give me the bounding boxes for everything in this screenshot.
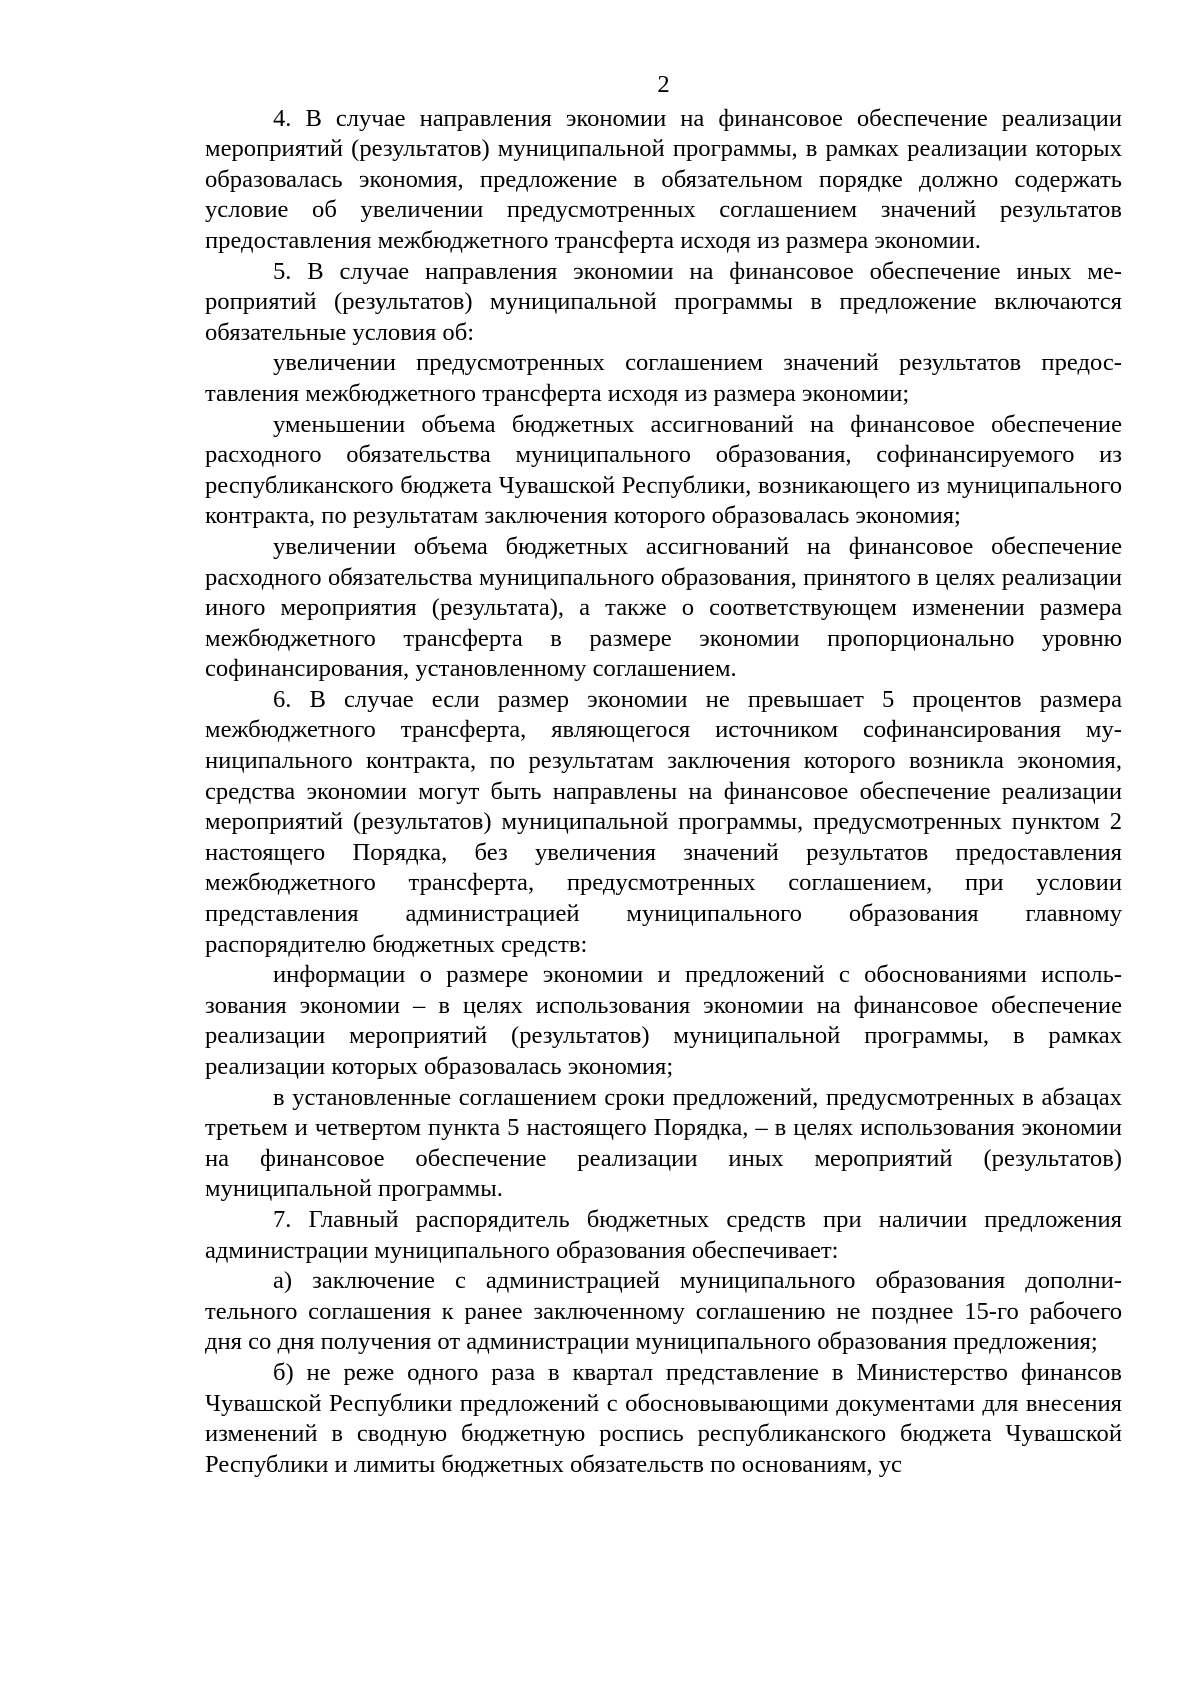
paragraph-5-condition-3: увеличении объема бюджетных ассигнований на финансовое обеспечение расходного обязательства муниципального образования, принятого в целях реализации иного мероприятия (результата), а также о соответствующем изменении размера межбюджетного трансферта в размере экономии пропорционально уровню софинансирования, установленному соглашением. (205, 532, 1122, 683)
paragraph-7: 7. Главный распорядитель бюджетных средств при наличии предложения администрации муниципального образования обеспечивает: (205, 1205, 1122, 1264)
document-page (205, 70, 1122, 1480)
paragraph-5-condition-1: увеличении предусмотренных соглашением значений результатов предоставления межбюджетного трансферта исходя из размера экономии; (205, 349, 1122, 407)
paragraph-7-item-a: а) заключение с администрацией муниципального образования дополнительного соглашения к ранее заключенному соглашению не позднее 15-го рабочего дня со дня получения от администрации муниципального образования предложения; (205, 1267, 1122, 1356)
paragraph-7-item-b: б) не реже одного раза в квартал представление в Министерство финансов Чувашской Республики предложений с обосновывающими документами для внесения изменений в сводную бюджетную роспись республиканского бюджета Чувашской Республики и лимиты бюджетных обязательств по основаниям, ус (205, 1358, 1122, 1478)
paragraph-6: 6. В случае если размер экономии не превышает 5 процентов размера межбюджетного трансферта, являющегося источником софинансирования муниципального контракта, по результатам заключения которого возникла экономия, средства экономии могут быть направлены на финансовое обеспечение реализации мероприятий (результатов) муниципальной программы, предусмотренных пунктом 2 настоящего Порядка, без увеличения значений результатов предоставления межбюджетного трансферта, предусмотренных соглашением, при условии представления администрацией муниципального образования главному распорядителю бюджетных средств: (205, 685, 1122, 958)
paragraph-5-condition-2: уменьшении объема бюджетных ассигнований на финансовое обеспечение расходного обязательства муниципального образования, софинансируемого из республиканского бюджета Чувашской Республики, возникающего из муниципального контракта, по результатам заключения которого образовалась экономия; (205, 410, 1122, 530)
paragraph-5: 5. В случае направления экономии на финансовое обеспечение иных мероприятий (результатов) муниципальной программы в предложение включаются обязательные условия об: (205, 257, 1122, 346)
paragraph-6-item-1: информации о размере экономии и предложений с обоснованиями использования экономии – в целях использования экономии на финансовое обеспечение реализации мероприятий (результатов) муниципальной программы, в рамках реализации которых образовалась экономия; (205, 961, 1122, 1080)
paragraph-4: 4. В случае направления экономии на финансовое обеспечение реализации мероприятий (результатов) муниципальной программы, в рамках реализации которых образовалась экономия, предложение в обязательном порядке должно содержать условие об увеличении предусмотренных соглашением значений результатов предоставления межбюджетного трансферта исходя из размера экономии. (205, 104, 1122, 254)
paragraph-6-item-2: в установленные соглашением сроки предложений, предусмотренных в абзацах третьем и четвертом пункта 5 настоящего Порядка, – в целях использования экономии на финансовое обеспечение реализации иных мероприятий (результатов) муниципальной программы. (205, 1083, 1122, 1203)
page-number: 2 (657, 71, 670, 98)
